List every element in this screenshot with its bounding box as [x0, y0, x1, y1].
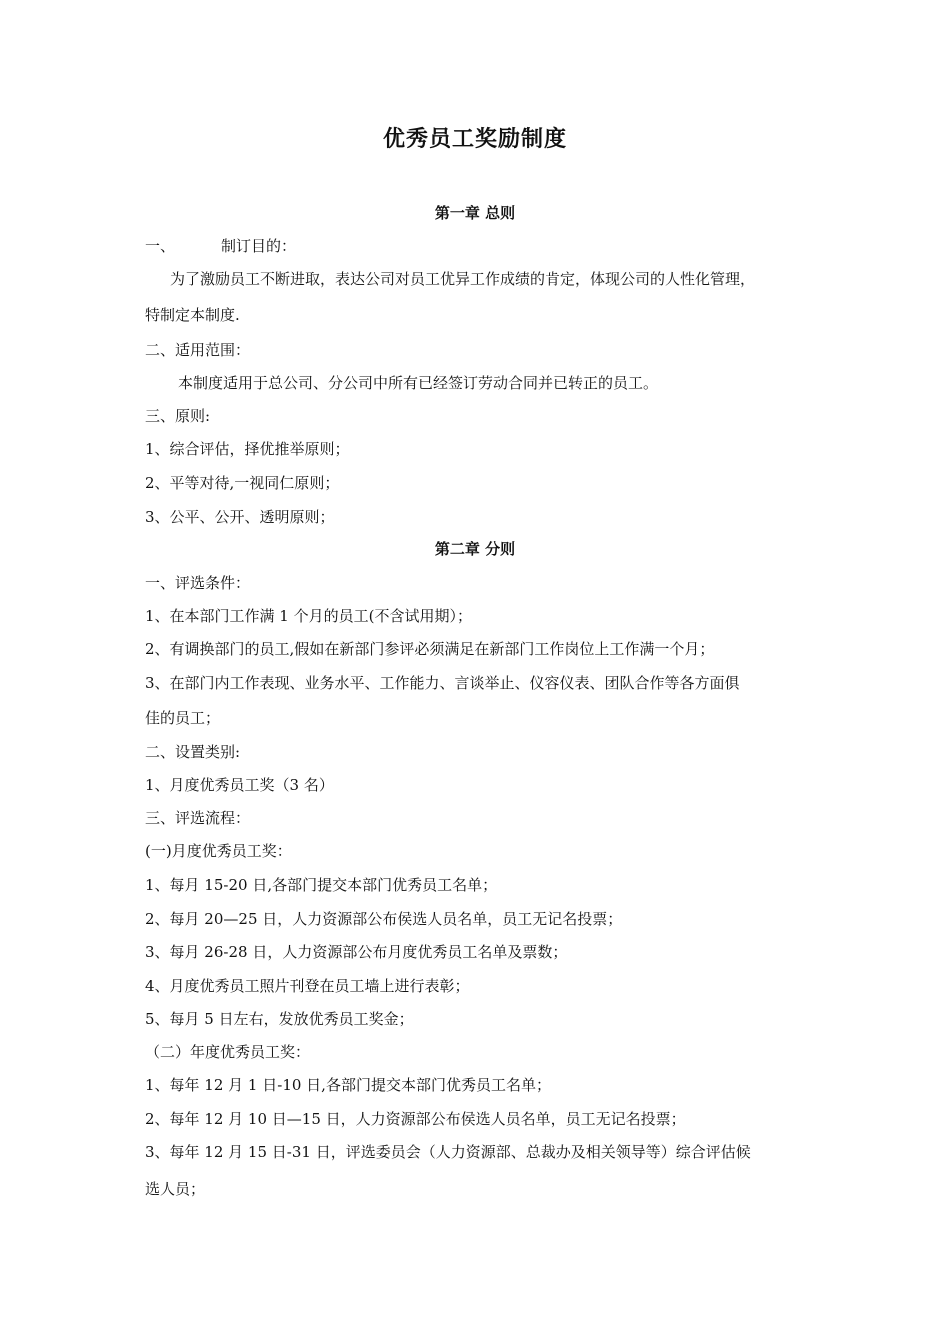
section-criteria-heading: 一、评选条件： — [145, 574, 251, 592]
document-title: 优秀员工奖励制度 — [382, 127, 567, 152]
category-item: 1、月度优秀员工奖（3 名） — [145, 776, 334, 794]
criteria-item: 3、在部门内工作表现、业务水平、工作能力、言谈举止、仪容仪表、团队合作等各方面俱 — [145, 674, 740, 692]
purpose-text-line-2: 特制定本制度. — [145, 306, 240, 324]
annual-step: 3、每年 12 月 15 日-31 日，评选委员会（人力资源部、总裁办及相关领导等）综合评估候 — [145, 1143, 751, 1161]
annual-step-continuation: 选人员； — [145, 1180, 206, 1198]
monthly-step: 4、月度优秀员工照片刊登在员工墙上进行表彰； — [145, 977, 470, 995]
criteria-item-continuation: 佳的员工； — [145, 709, 221, 727]
scope-text: 本制度适用于总公司、分公司中所有已经签订劳动合同并已转正的员工。 — [178, 374, 659, 392]
monthly-step: 5、每月 5 日左右，发放优秀员工奖金； — [145, 1010, 414, 1028]
principle-item: 1、综合评估，择优推举原则； — [145, 440, 350, 458]
monthly-award-heading: (一)月度优秀员工奖： — [145, 842, 292, 860]
section-categories-heading: 二、设置类别: — [145, 743, 241, 761]
section-label: 制订目的： — [221, 237, 297, 255]
criteria-item: 2、有调换部门的员工,假如在新部门参评必须满足在新部门工作岗位上工作满一个月； — [145, 640, 715, 658]
criteria-item: 1、在本部门工作满 1 个月的员工(不含试用期）； — [145, 607, 472, 625]
annual-award-heading: （二）年度优秀员工奖： — [145, 1043, 311, 1061]
section-purpose-heading — [145, 235, 296, 256]
section-principles-heading: 三、原则: — [145, 407, 211, 425]
chapter-1-heading: 第一章 总则 — [434, 204, 516, 222]
section-scope-heading: 二、适用范围： — [145, 341, 251, 359]
purpose-text-line-1: 为了激励员工不断进取，表达公司对员工优异工作成绩的肯定，体现公司的人性化管理， — [170, 270, 756, 288]
principle-item: 3、公平、公开、透明原则； — [145, 508, 335, 526]
section-number: 一、 — [145, 237, 176, 255]
monthly-step: 2、每月 20—25 日，人力资源部公布侯选人员名单，员工无记名投票； — [145, 910, 623, 928]
section-process-heading: 三、评选流程： — [145, 809, 251, 827]
monthly-step: 3、每月 26-28 日，人力资源部公布月度优秀员工名单及票数； — [145, 943, 568, 961]
annual-step: 2、每年 12 月 10 日—15 日，人力资源部公布侯选人员名单，员工无记名投票； — [145, 1110, 686, 1128]
monthly-step: 1、每月 15-20 日,各部门提交本部门优秀员工名单； — [145, 876, 498, 894]
chapter-2-heading: 第二章 分则 — [434, 540, 516, 558]
principle-item: 2、平等对待,一视同仁原则； — [145, 474, 340, 492]
annual-step: 1、每年 12 月 1 日-10 日,各部门提交本部门优秀员工名单； — [145, 1076, 551, 1094]
